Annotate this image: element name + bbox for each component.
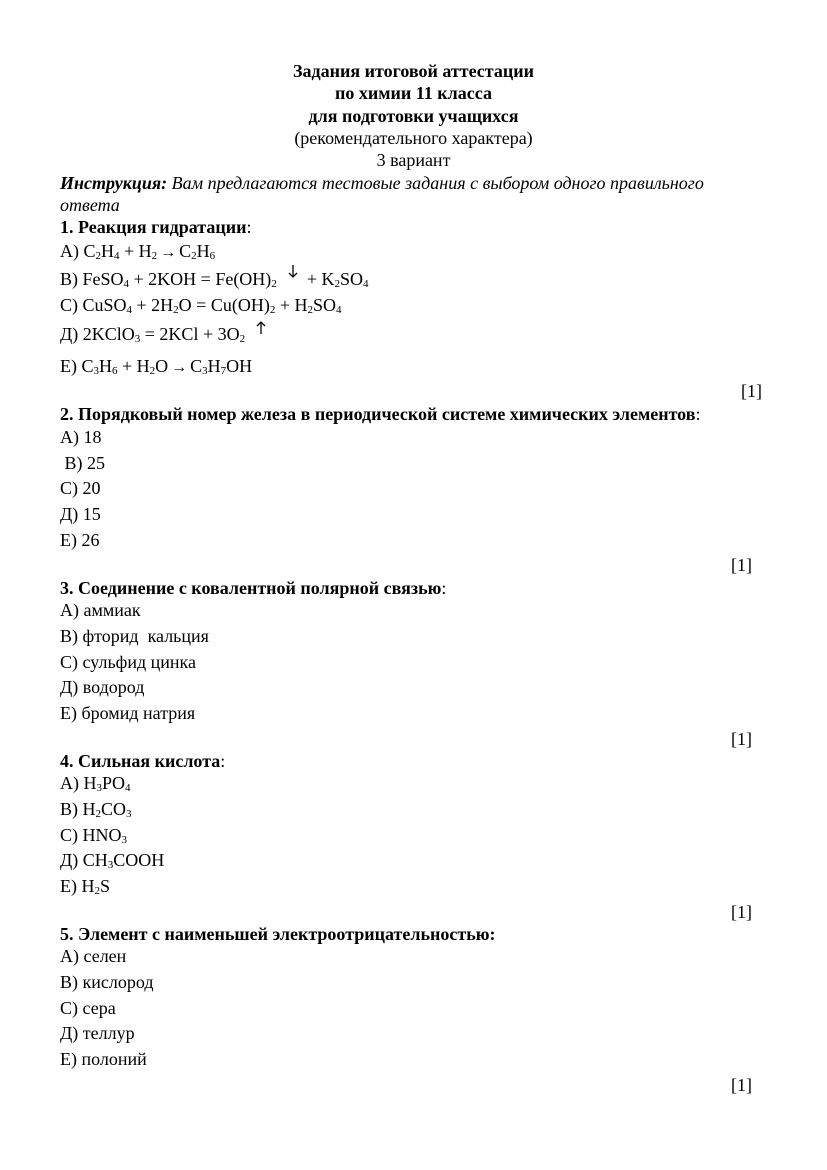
question-4-title: [60, 750, 225, 772]
q4-option-d: Д) $CH_3COOH$: [60, 850, 165, 871]
q3-score: [1]: [731, 729, 752, 749]
q2-option-e: E) 26: [60, 530, 100, 550]
q3-option-b: B) фторид кальция: [60, 626, 209, 646]
title-line-3: для подготовки учащихся: [308, 106, 519, 126]
colon: :: [220, 751, 226, 771]
instruction-label: Инструкция:: [60, 173, 168, 193]
question-2-title: [60, 403, 700, 425]
q2-score: [1]: [731, 555, 752, 575]
question-5-title: 5. Элемент с наименьшей электроотрицательностью:: [60, 924, 496, 944]
q1-option-d: Д) 2KClO$_3$ = $2KCl + 3O_2$: [60, 323, 275, 345]
q3-option-c: C) сульфид цинка: [60, 652, 196, 672]
q1-option-c: C) CuSO$_4$ + $2H_2O = Cu(OH)_2 + H_2SO_4$: [60, 295, 342, 316]
colon: :: [246, 217, 252, 237]
reaction-arrow-icon: →: [160, 244, 177, 261]
instruction-text: Вам предлагаются тестовые задания с выбором одного правильного: [167, 173, 704, 193]
question-4-text: 4. Сильная кислота: [60, 751, 221, 771]
title-line-2: по химии 11 класса: [335, 83, 492, 103]
instruction-line-2: ответа: [60, 195, 120, 215]
q5-score: [1]: [731, 1075, 752, 1095]
q4-score: [1]: [731, 902, 752, 922]
colon: :: [695, 404, 701, 424]
question-3-title: [60, 577, 446, 599]
colon: :: [441, 578, 447, 598]
q5-option-e: E) полоний: [60, 1049, 147, 1069]
q1-option-a: A) $C_2H_4 + H_2 \to C_2H_6$: [60, 241, 216, 262]
q3-option-d: Д) водород: [60, 677, 145, 697]
q4-option-c: C) $HNO_3$: [60, 825, 127, 846]
q4-option-b: B) $H_2CO_3$: [60, 799, 132, 820]
q5-option-a: A) селен: [60, 946, 127, 966]
q3-option-e: E) бромид натрия: [60, 703, 196, 723]
question-1-title: [60, 216, 251, 238]
q5-option-b: B) кислород: [60, 972, 154, 992]
variant-label: 3 вариант: [376, 150, 451, 170]
question-2-text: 2. Порядковый номер железа в периодической системе химических элементов: [60, 404, 696, 424]
q1-option-b: B) FeSO$_4$ + $2KOH = Fe(OH)_2$ + $K_2SO_4$: [60, 269, 369, 290]
q1-option-e: E) $C_3H_6 + H_2O \to C_3H_7OH$: [60, 356, 253, 377]
title-line-4: (рекомендательного характера): [294, 128, 533, 148]
gas-up-arrow-icon: [255, 323, 267, 337]
q5-option-d: Д) теллур: [60, 1023, 135, 1043]
instruction-line-1: [60, 172, 704, 194]
q2-option-c: C) 20: [60, 478, 101, 498]
question-1-text: 1. Реакция гидратации: [60, 217, 247, 237]
q1-score: [1]: [741, 381, 762, 401]
title-line-1: Задания итоговой аттестации: [293, 61, 534, 81]
reaction-arrow-icon: →: [171, 359, 188, 376]
q3-option-a: A) аммиак: [60, 600, 141, 620]
q2-option-a: A) 18: [60, 427, 102, 447]
q2-option-d: Д) 15: [60, 504, 101, 524]
precipitate-down-arrow-icon: [287, 268, 299, 282]
q2-option-b: B) 25: [60, 453, 105, 473]
q4-option-e: E) $H_2S$: [60, 876, 111, 897]
question-3-text: 3. Соединение с ковалентной полярной связью: [60, 578, 442, 598]
q4-option-a: A) $H_3PO_4$: [60, 773, 131, 794]
q5-option-c: C) сера: [60, 998, 116, 1018]
